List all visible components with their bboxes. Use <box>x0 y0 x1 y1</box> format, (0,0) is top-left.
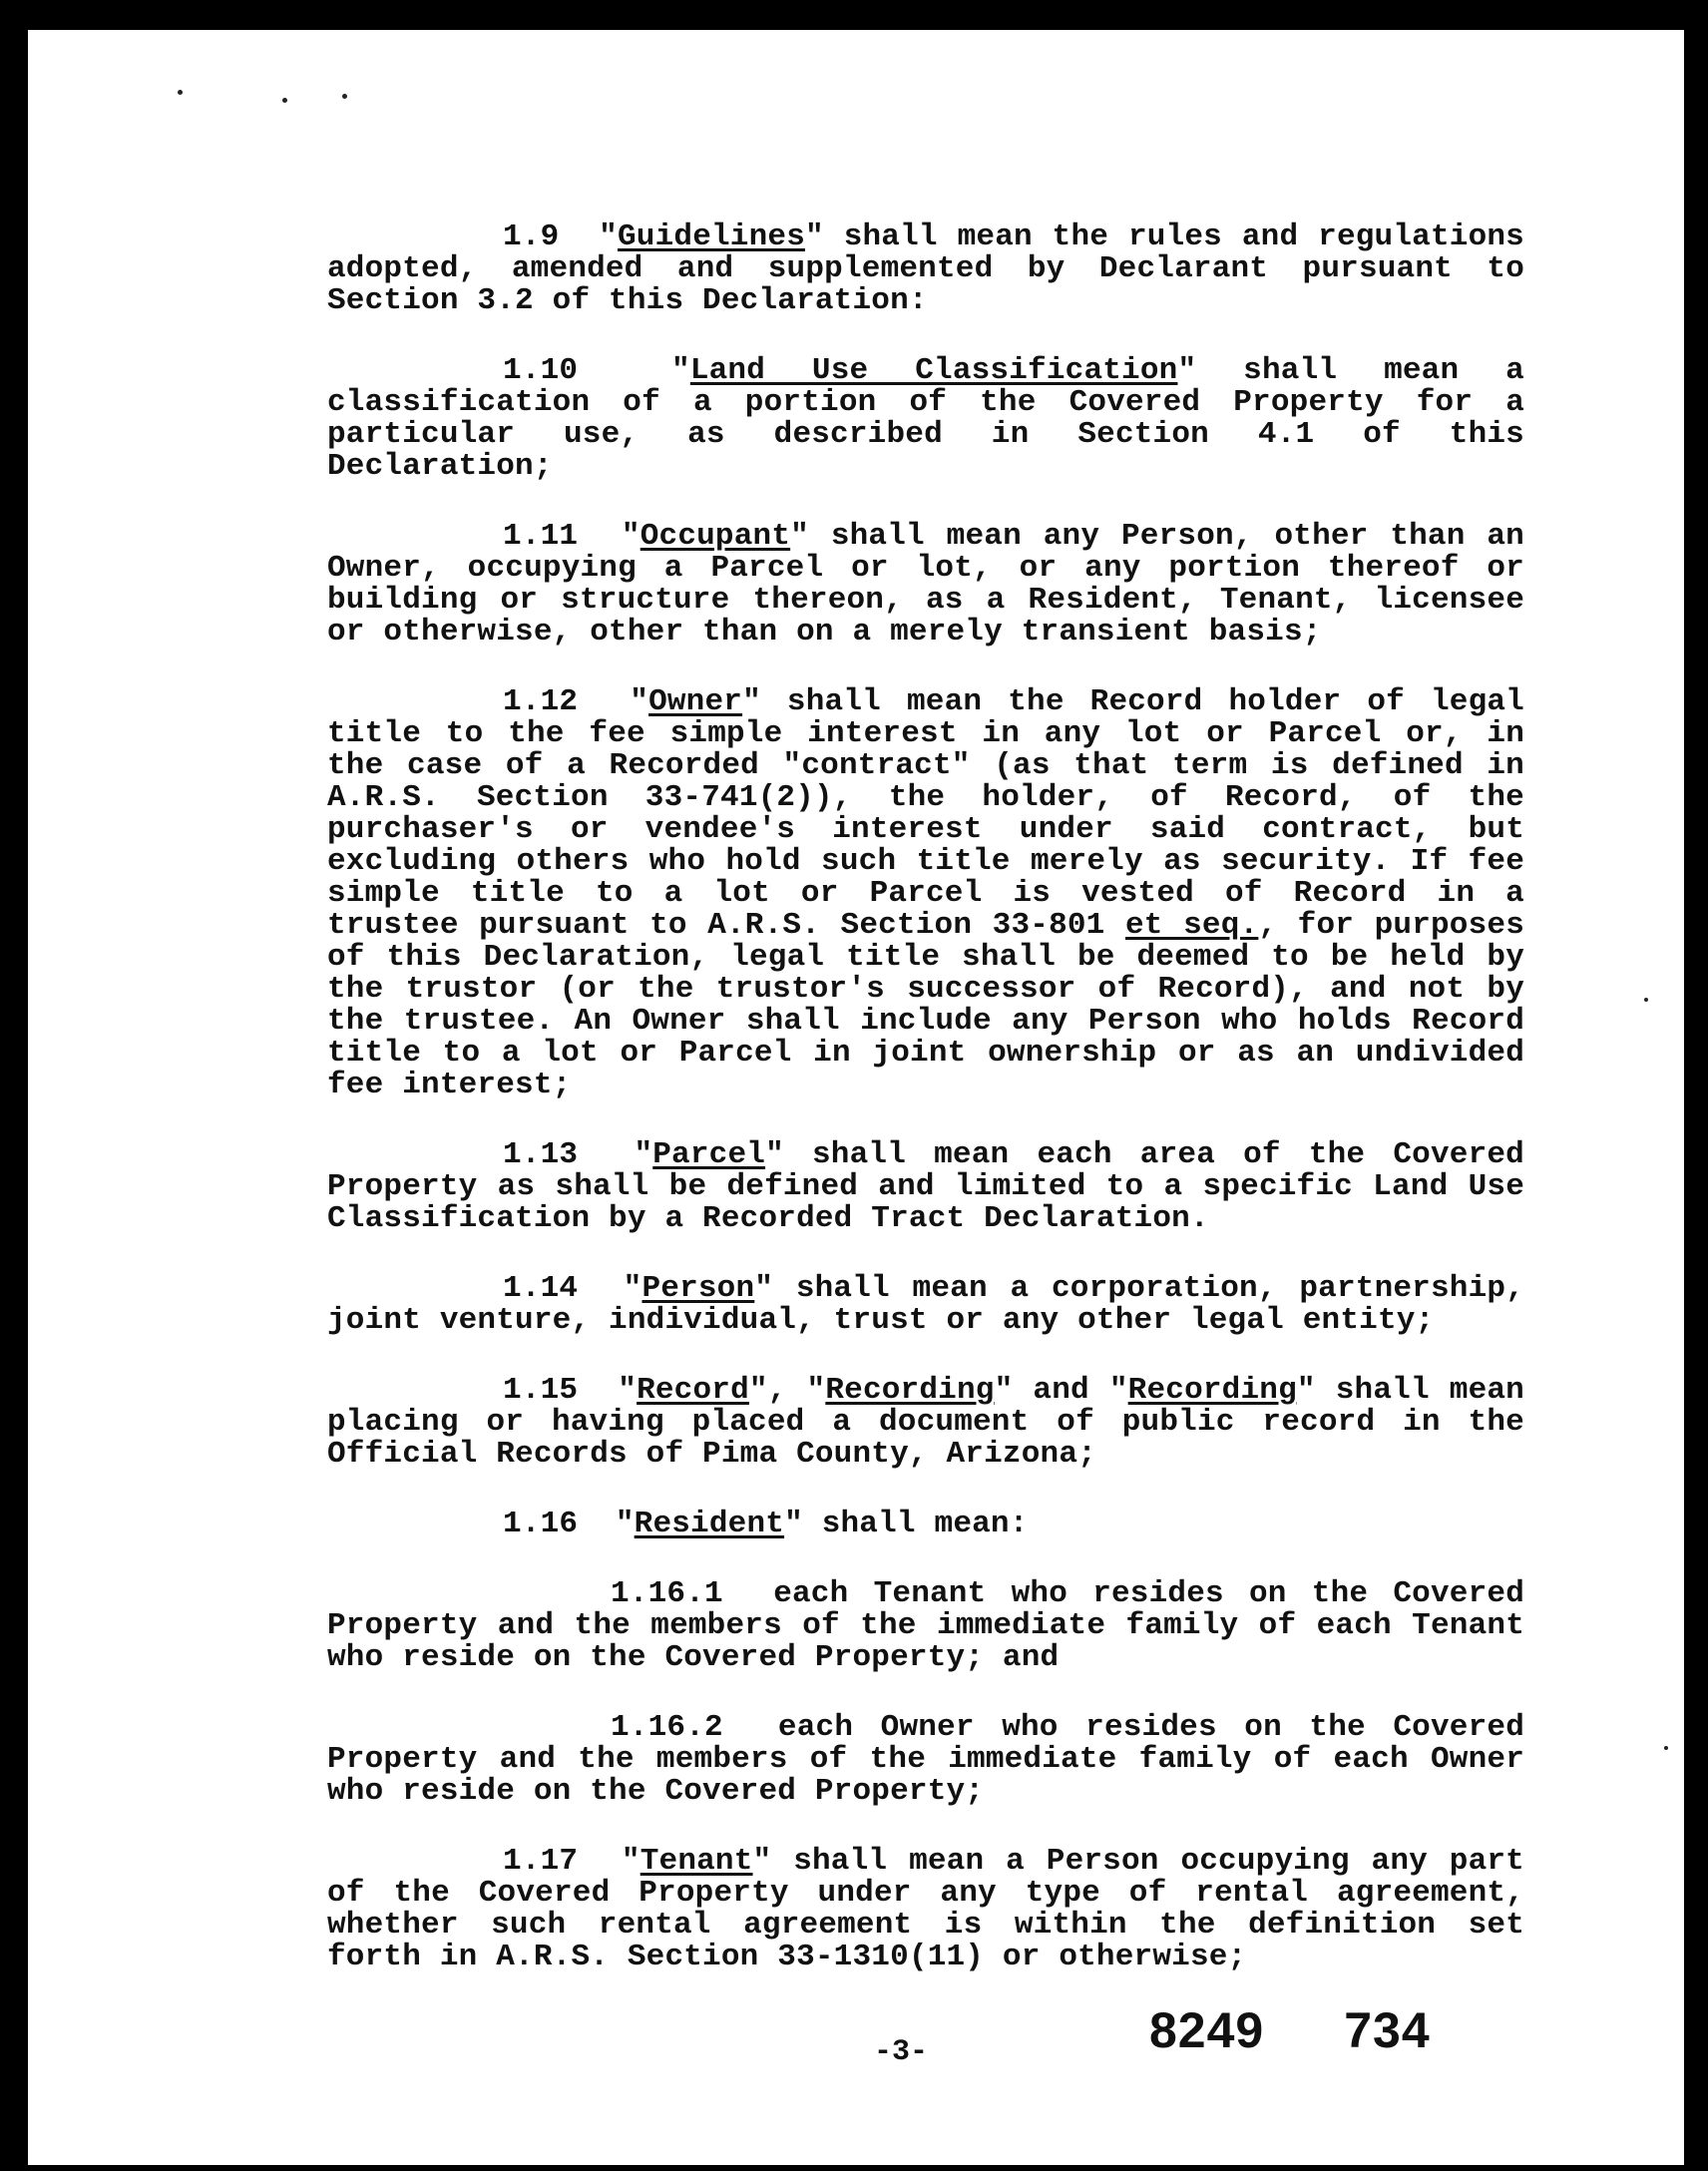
recording-stamp <box>1149 2001 1431 2059</box>
section-number: 1.16.2 <box>611 1710 723 1745</box>
definition-text: , for purposes of this Declaration, legal title shall be deemed to be held by the trustor (or the trustor's successor of Record), and not by the trustee. An Owner shall include any Person who holds Record title to a lot or Parcel in joint ownership or as an undivided fee interest; <box>327 908 1525 1102</box>
scan-speck <box>178 90 183 95</box>
definition-text: shall mean a Person occupying any part of the Covered Property under any type of rental agreement, whether such rental agreement is within the definition set forth in A.R.S. Section 33-1310(11) or otherwise; <box>327 1844 1524 1974</box>
defined-term: Person <box>641 1271 755 1306</box>
defined-term: Recording <box>1127 1373 1297 1408</box>
definition-text: shall mean the rules and regulations adopted, amended and supplemented by Declarant pursuant to Section 3.2 of this Declaration: <box>327 219 1524 318</box>
defined-term: Guidelines <box>617 219 806 254</box>
definitions-body <box>327 221 1524 2011</box>
section-number: 1.14 <box>503 1271 579 1306</box>
term-separator: ", " <box>748 1373 826 1408</box>
defined-term: Owner <box>648 684 743 719</box>
section-number: 1.17 <box>503 1844 579 1879</box>
definition-text: shall mean a classification of a portion of the Covered Property for a particular use, as described in Section 4.1 of this Declaration; <box>327 353 1524 484</box>
defined-term: Record <box>637 1373 749 1408</box>
book-number: 8249 <box>1149 2002 1265 2058</box>
term-separator: " and " <box>994 1373 1128 1408</box>
defined-term: Land Use Classification <box>689 353 1178 388</box>
definition-1-13: 1.13 "Parcel" shall mean each area of the Covered Property as shall be defined and limited to a specific Land Use Classification by a Recorded Tract Declaration. <box>327 1137 1524 1236</box>
scan-speck <box>282 98 287 103</box>
page-reference: 734 <box>1344 2002 1431 2058</box>
definition-1-17: 1.17 "Tenant" shall mean a Person occupying any part of the Covered Property under any type of rental agreement, whether such rental agreement is within the definition set forth in A.R.S. Section 33-1310(11) or otherwise; <box>327 1844 1524 1974</box>
definition-text: shall mean a corporation, partnership, joint venture, individual, trust or any other legal entity; <box>327 1271 1524 1338</box>
definition-text: each Tenant who resides on the Covered Property and the members of the immediate family of each Tenant who reside on the Covered Property; and <box>327 1576 1525 1675</box>
section-number: 1.11 <box>503 519 579 554</box>
definition-1-9: 1.9 "Guidelines" shall mean the rules and regulations adopted, amended and supplemented by Declarant pursuant to Section 3.2 of this Declaration: <box>327 219 1524 318</box>
defined-term: Tenant <box>640 1844 753 1879</box>
section-number: 1.9 <box>503 219 560 254</box>
definition-text: shall mean placing or having placed a document of public record in the Official Records of Pima County, Arizona; <box>327 1373 1524 1472</box>
section-number: 1.15 <box>503 1373 579 1408</box>
definition-1-14: 1.14 "Person" shall mean a corporation, partnership, joint venture, individual, trust or any other legal entity; <box>327 1271 1524 1338</box>
latin-term: et seq. <box>1125 908 1259 943</box>
definition-text: each Owner who resides on the Covered Property and the members of the immediate family of each Owner who reside on the Covered Property; <box>327 1710 1525 1809</box>
definition-text: shall mean: <box>802 1507 1029 1541</box>
definition-1-10: 1.10 "Land Use Classification" shall mean a classification of a portion of the Covered Property for a particular use, as described in Section 4.1 of this Declaration; <box>327 353 1524 484</box>
definition-text: shall mean any Person, other than an Owner, occupying a Parcel or lot, or any portion thereof or building or structure thereon, as a Resident, Tenant, licensee or otherwise, other than on a merely transient basis; <box>327 519 1524 650</box>
defined-term: Resident <box>634 1507 785 1541</box>
definition-1-12: 1.12 "Owner" shall mean the Record holder of legal title to the fee simple interest in any lot or Parcel or, in the case of a Recorded "contract" (as that term is defined in A.R.S. Section 33-741(2)), the holder, of Record, of the purchaser's or vendee's interest under said contract, but excluding others who hold such title merely as security. If fee simple title to a lot or Parcel is vested of Record in a trustee pursuant to A.R.S. Section 33-801 et seq., for purposes of this Declaration, legal title shall be deemed to be held by the trustor (or the trustor's successor of Record), and not by the trustee. An Owner shall include any Person who holds Record title to a lot or Parcel in joint ownership or as an undivided fee interest; <box>327 684 1525 1102</box>
page-number: -3- <box>874 2035 929 2069</box>
definition-1-16-1 <box>327 1578 1524 1674</box>
document-page <box>28 30 1684 2165</box>
scan-speck <box>1664 1746 1668 1750</box>
definition-1-11: 1.11 "Occupant" shall mean any Person, other than an Owner, occupying a Parcel or lot, or any portion thereof or building or structure thereon, as a Resident, Tenant, licensee or otherwise, other than on a merely transient basis; <box>327 519 1524 650</box>
defined-term: Occupant <box>640 519 791 554</box>
definition-text: shall mean the Record holder of legal title to the fee simple interest in any lot or Parcel or, in the case of a Recorded "contract" (as that term is defined in A.R.S. Section 33-741(2)), the holder, of Record, of the purchaser's or vendee's interest under said contract, but excluding others who hold such title merely as security. If fee simple title to a lot or Parcel is vested of Record in a trustee pursuant to A.R.S. Section 33-801 <box>327 684 1524 943</box>
defined-term: Recording <box>825 1373 995 1408</box>
definition-1-16: 1.16 "Resident" shall mean: <box>503 1507 1029 1541</box>
section-number: 1.13 <box>503 1137 579 1172</box>
definition-text: shall mean each area of the Covered Property as shall be defined and limited to a specific Land Use Classification by a Recorded Tract Declaration. <box>327 1137 1524 1236</box>
definition-1-16-2 <box>327 1712 1524 1808</box>
section-number: 1.16 <box>503 1507 579 1541</box>
scan-speck <box>1644 998 1648 1002</box>
defined-term: Parcel <box>652 1137 766 1172</box>
section-number: 1.12 <box>503 684 579 719</box>
section-number: 1.10 <box>503 353 579 388</box>
definition-1-15: 1.15 "Record", "Recording" and "Recording" shall mean placing or having placed a document of public record in the Official Records of Pima County, Arizona; <box>327 1373 1524 1472</box>
section-number: 1.16.1 <box>611 1576 723 1611</box>
scan-speck <box>342 94 347 99</box>
